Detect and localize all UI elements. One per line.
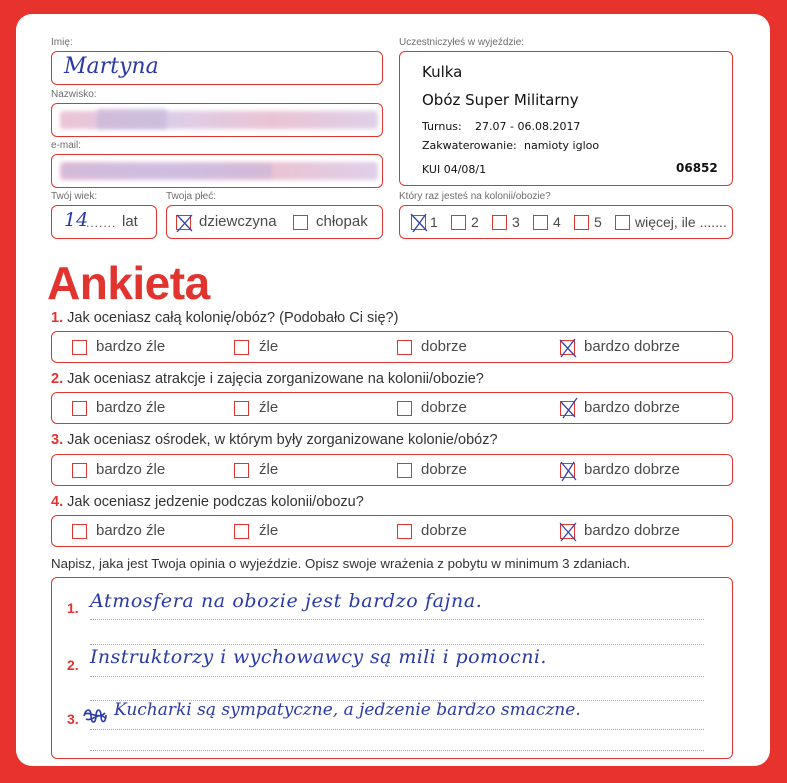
gender-option-boy: chłopak	[316, 213, 368, 230]
q3-checkbox-bardzo-dobrze[interactable]	[560, 463, 575, 478]
name-handwriting: Martyna	[64, 54, 159, 79]
question-2-number: 2.	[51, 371, 64, 387]
opinion-line-1-rule	[90, 619, 704, 620]
q4-option-dobrze: dobrze	[421, 522, 467, 539]
surname-redaction-core	[97, 109, 167, 129]
trip-number: 06852	[676, 161, 718, 175]
trip-code: KUI 04/08/1	[422, 163, 487, 176]
age-field[interactable]	[51, 205, 157, 239]
camp-name: Obóz Super Militarny	[422, 91, 579, 109]
q2-option-zle: źle	[259, 399, 279, 416]
q2-checkbox-zle[interactable]	[234, 401, 249, 416]
which-time-checkbox-5[interactable]	[574, 215, 589, 230]
which-time-checkbox-more[interactable]	[615, 215, 630, 230]
q2-option-bardzo-dobrze: bardzo dobrze	[584, 399, 680, 416]
which-time-option-4: 4	[553, 214, 561, 230]
survey-title: Ankieta	[47, 257, 210, 309]
name-field[interactable]	[51, 51, 383, 85]
which-time-field	[399, 205, 733, 239]
q4-option-bardzo-dobrze: bardzo dobrze	[584, 522, 680, 539]
q1-checkbox-bardzo-zle[interactable]	[72, 340, 87, 355]
email-label: e-mail:	[51, 140, 82, 151]
surname-field[interactable]	[51, 103, 383, 137]
trip-info-box	[399, 51, 733, 186]
q1-checkbox-zle[interactable]	[234, 340, 249, 355]
gender-option-girl: dziewczyna	[199, 213, 277, 230]
turnus-value: 27.07 - 06.08.2017	[475, 120, 581, 133]
q4-option-bardzo-zle: bardzo źle	[96, 522, 166, 539]
email-field[interactable]	[51, 154, 383, 188]
q4-checkbox-bardzo-dobrze[interactable]	[560, 524, 575, 539]
q3-option-dobrze: dobrze	[421, 461, 467, 478]
opinion-prompt: Napisz, jaka jest Twoja opinia o wyjeździe. Opisz swoje wrażenia z pobytu w minimum 3 zdaniach.	[51, 556, 631, 571]
opinion-box[interactable]	[51, 577, 733, 759]
q2-option-dobrze: dobrze	[421, 399, 467, 416]
accommodation-label: Zakwaterowanie:	[422, 139, 517, 152]
question-4-text: Jak oceniasz jedzenie podczas kolonii/obozu?	[67, 494, 364, 510]
cross-mark-icon	[558, 337, 578, 359]
q2-option-bardzo-zle: bardzo źle	[96, 399, 166, 416]
which-time-checkbox-1[interactable]	[411, 215, 426, 230]
which-time-checkbox-2[interactable]	[451, 215, 466, 230]
opinion-line-1-number: 1.	[67, 600, 79, 616]
opinion-line-2-number: 2.	[67, 657, 79, 673]
q2-checkbox-bardzo-zle[interactable]	[72, 401, 87, 416]
opinion-line-2-text: Instruktorzy i wychowawcy są mili i pomocni.	[90, 646, 547, 668]
question-1-number: 1.	[51, 310, 64, 326]
which-time-option-1: 1	[430, 214, 438, 230]
email-redaction-core	[62, 164, 272, 178]
turnus-label: Turnus:	[422, 120, 462, 133]
age-handwriting: 14	[64, 209, 89, 231]
q4-option-zle: źle	[259, 522, 279, 539]
opinion-line-3b-rule	[90, 750, 704, 751]
age-label: Twój wiek:	[51, 191, 98, 202]
age-unit: lat	[122, 213, 138, 230]
which-time-option-2: 2	[471, 214, 479, 230]
gender-field	[166, 205, 383, 239]
question-3-text: Jak oceniasz ośrodek, w którym były zorganizowane kolonie/obóz?	[67, 432, 498, 448]
cross-mark-icon	[558, 460, 578, 482]
question-2-answers	[51, 392, 733, 424]
cross-mark-icon	[558, 521, 578, 543]
q3-checkbox-zle[interactable]	[234, 463, 249, 478]
question-4-answers	[51, 515, 733, 547]
gender-checkbox-girl[interactable]	[176, 215, 191, 230]
accommodation-value: namioty igloo	[524, 139, 600, 152]
q1-option-dobrze: dobrze	[421, 338, 467, 355]
opinion-line-1-text: Atmosfera na obozie jest bardzo fajna.	[90, 590, 483, 612]
survey-sheet	[16, 14, 770, 766]
question-3-number: 3.	[51, 432, 64, 448]
cross-mark-icon	[409, 212, 429, 234]
q3-option-bardzo-zle: bardzo źle	[96, 461, 166, 478]
q2-checkbox-bardzo-dobrze[interactable]	[560, 401, 575, 416]
which-time-option-5: 5	[594, 214, 602, 230]
question-2	[51, 371, 484, 387]
q1-option-zle: źle	[259, 338, 279, 355]
gender-label: Twoja płeć:	[166, 191, 217, 202]
cross-mark-icon	[558, 398, 578, 420]
surname-label: Nazwisko:	[51, 89, 97, 100]
opinion-line-1b-rule	[90, 644, 704, 645]
q3-checkbox-dobrze[interactable]	[397, 463, 412, 478]
q3-checkbox-bardzo-zle[interactable]	[72, 463, 87, 478]
question-3	[51, 432, 498, 448]
company-name: Kulka	[422, 63, 463, 81]
which-time-option-more: więcej, ile .......	[635, 214, 727, 230]
q1-checkbox-bardzo-dobrze[interactable]	[560, 340, 575, 355]
opinion-line-2-rule	[90, 676, 704, 677]
question-1-text: Jak oceniasz całą kolonię/obóz? (Podobało Ci się?)	[67, 310, 399, 326]
question-4-number: 4.	[51, 494, 64, 510]
trip-label: Uczestniczyłeś w wyjeździe:	[399, 37, 525, 48]
age-dots: .......	[86, 216, 117, 230]
gender-checkbox-boy[interactable]	[293, 215, 308, 230]
opinion-line-3-number: 3.	[67, 711, 79, 727]
q4-checkbox-bardzo-zle[interactable]	[72, 524, 87, 539]
q2-checkbox-dobrze[interactable]	[397, 401, 412, 416]
which-time-checkbox-4[interactable]	[533, 215, 548, 230]
which-time-checkbox-3[interactable]	[492, 215, 507, 230]
which-time-label: Który raz jesteś na kolonii/obozie?	[399, 191, 551, 202]
q1-checkbox-dobrze[interactable]	[397, 340, 412, 355]
q3-option-zle: źle	[259, 461, 279, 478]
which-time-option-3: 3	[512, 214, 520, 230]
q3-option-bardzo-dobrze: bardzo dobrze	[584, 461, 680, 478]
question-1-answers	[51, 331, 733, 363]
cross-mark-icon	[174, 212, 194, 234]
name-label: Imię:	[51, 37, 73, 48]
question-1	[51, 310, 398, 326]
opinion-line-3-rule	[90, 729, 704, 730]
question-2-text: Jak oceniasz atrakcje i zajęcia zorganizowane na kolonii/obozie?	[67, 371, 484, 387]
q1-option-bardzo-dobrze: bardzo dobrze	[584, 338, 680, 355]
opinion-line-3-text: Kucharki są sympatyczne, a jedzenie bardzo smaczne.	[114, 700, 581, 720]
question-3-answers	[51, 454, 733, 486]
scribble-icon	[82, 705, 108, 727]
q1-option-bardzo-zle: bardzo źle	[96, 338, 166, 355]
question-4	[51, 494, 364, 510]
q4-checkbox-zle[interactable]	[234, 524, 249, 539]
q4-checkbox-dobrze[interactable]	[397, 524, 412, 539]
